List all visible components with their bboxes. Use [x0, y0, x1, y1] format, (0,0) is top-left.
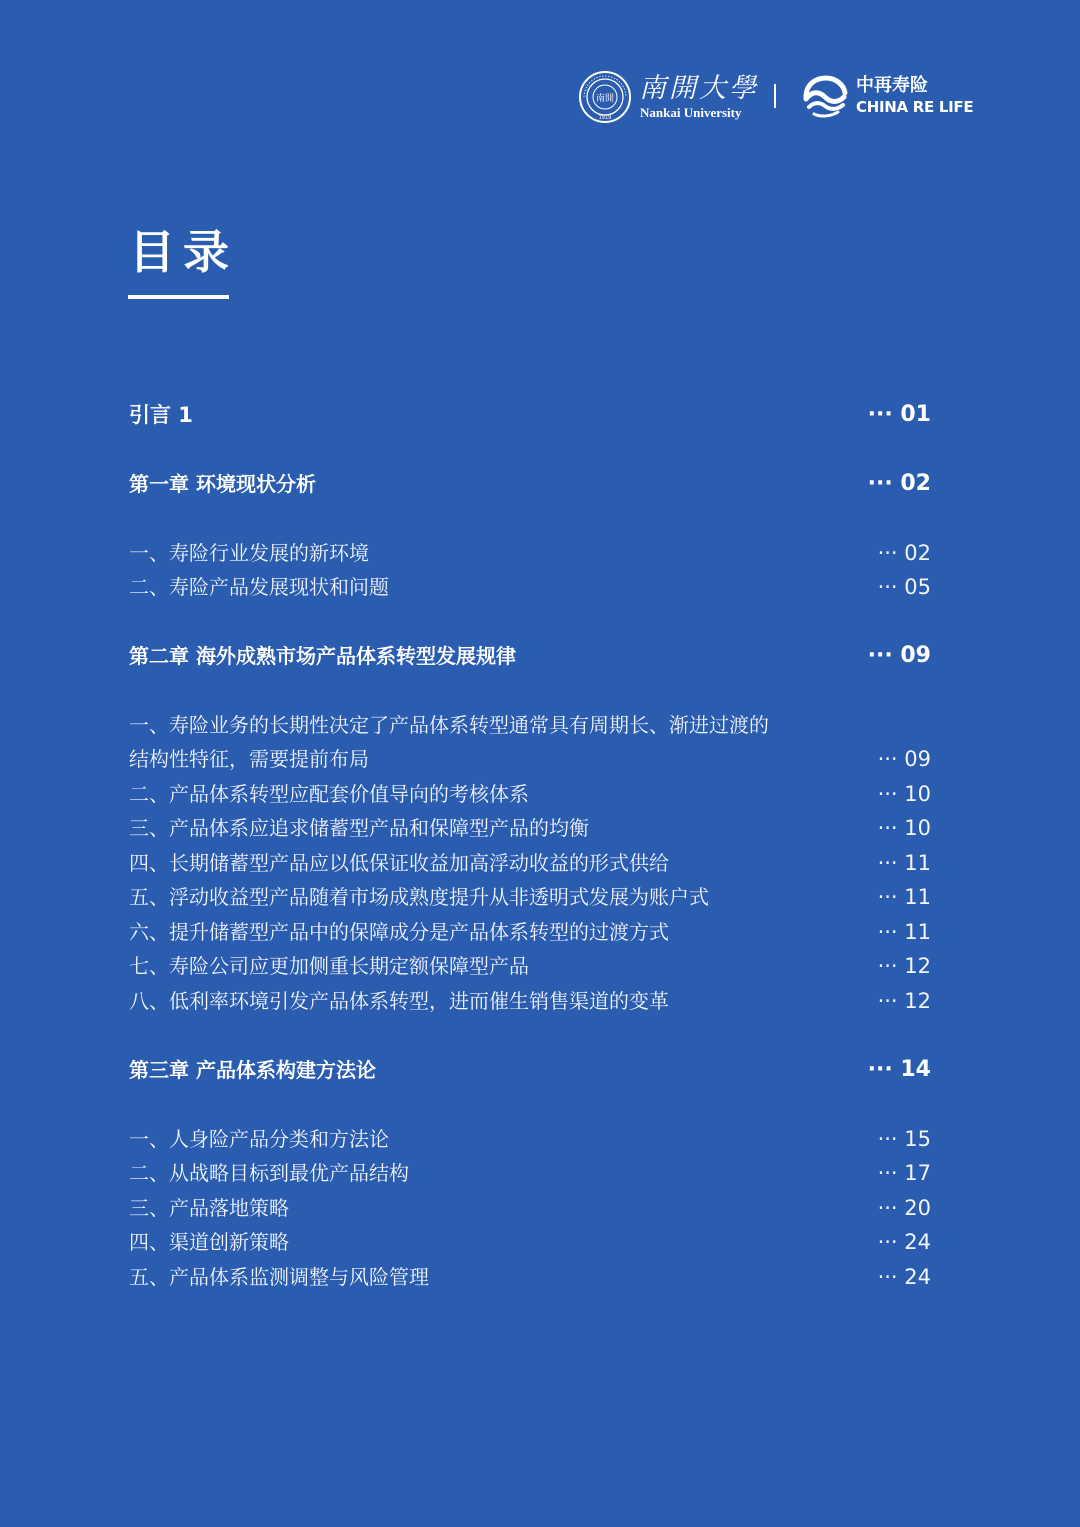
toc-entry-page: ··· 20 [877, 1196, 931, 1220]
toc-entry-page: ··· 24 [877, 1265, 931, 1289]
toc-entry[interactable] [129, 812, 931, 844]
toc-entry[interactable] [129, 1226, 931, 1258]
toc-entry-page: ··· 10 [877, 816, 931, 840]
toc-entry-title: 一、人身险产品分类和方法论 [129, 1127, 389, 1151]
toc-entry[interactable] [129, 847, 931, 879]
china-re-life-wave-icon [802, 75, 848, 119]
header-logos [578, 70, 978, 128]
page-title: 目录 [129, 225, 237, 279]
toc-entry-title: 一、寿险行业发展的新环境 [129, 541, 369, 565]
toc-entry-title: 第一章 环境现状分析 [129, 472, 316, 496]
toc-entry-page: ··· 12 [877, 954, 931, 978]
toc-entry-title: 四、渠道创新策略 [129, 1230, 289, 1254]
china-re-life-chinese-name: 中再寿险 [856, 75, 928, 96]
toc-entry-page: ··· 12 [877, 989, 931, 1013]
toc-entry-title: 四、长期储蓄型产品应以低保证收益加高浮动收益的形式供给 [129, 851, 669, 875]
toc-entry-title: 第三章 产品体系构建方法论 [129, 1058, 376, 1082]
nankai-seal-icon [578, 70, 632, 124]
nankai-university-chinese-name: 南開大學 [639, 73, 759, 104]
toc-entry-page: ··· 24 [877, 1230, 931, 1254]
toc-entry[interactable] [129, 1054, 931, 1086]
toc-entry[interactable] [129, 468, 931, 500]
china-re-life-english-name: CHINA RE LIFE [856, 98, 974, 116]
toc-entry-title: 二、从战略目标到最优产品结构 [129, 1161, 409, 1185]
toc-entry[interactable] [129, 399, 931, 431]
toc-entry-title: 六、提升储蓄型产品中的保障成分是产品体系转型的过渡方式 [129, 920, 669, 944]
nankai-university-english-name: Nankai University [640, 105, 742, 120]
toc-entry-page: ··· 09 [867, 643, 931, 668]
toc-entry[interactable] [129, 881, 931, 913]
toc-entry[interactable] [129, 1261, 931, 1293]
toc-entry-title: 七、寿险公司应更加侧重长期定额保障型产品 [129, 954, 529, 978]
toc-entry[interactable] [129, 571, 931, 603]
svg-text:南開: 南開 [595, 94, 615, 104]
toc-entry-page: ··· 15 [877, 1127, 931, 1151]
toc-entry[interactable] [129, 985, 931, 1017]
toc-entry-page: ··· 11 [877, 851, 931, 875]
toc-entry-page: ··· 01 [867, 402, 931, 427]
toc-entry-title: 二、产品体系转型应配套价值导向的考核体系 [129, 782, 529, 806]
toc-entry-page: ··· 11 [877, 885, 931, 909]
toc-entry[interactable] [129, 743, 931, 775]
title-underline [128, 295, 229, 299]
toc-entry-title: 一、寿险业务的长期性决定了产品体系转型通常具有周期长、渐进过渡的 [129, 713, 769, 737]
toc-entry-page: ··· 02 [877, 541, 931, 565]
toc-entry-page: ··· 11 [877, 920, 931, 944]
toc-entry-title: 八、低利率环境引发产品体系转型，进而催生销售渠道的变革 [129, 989, 669, 1013]
toc-entry-page: ··· 02 [867, 471, 931, 496]
toc-entry-title: 引言 1 [129, 403, 193, 427]
toc-entry[interactable] [129, 537, 931, 569]
toc-entry-page: ··· 17 [877, 1161, 931, 1185]
toc-entry[interactable] [129, 950, 931, 982]
toc-entry[interactable] [129, 1157, 931, 1189]
toc-entry-title: 五、浮动收益型产品随着市场成熟度提升从非透明式发展为账户式 [129, 885, 709, 909]
toc-entry[interactable] [129, 916, 931, 948]
toc-entry-page: ··· 05 [877, 575, 931, 599]
toc-entry[interactable] [129, 778, 931, 810]
toc-entry-title: 五、产品体系监测调整与风险管理 [129, 1265, 429, 1289]
toc-entry-page: ··· 14 [867, 1057, 931, 1082]
svg-text:1919: 1919 [598, 115, 612, 121]
logo-divider [774, 84, 776, 108]
toc-entry-title: 二、寿险产品发展现状和问题 [129, 575, 389, 599]
toc-entry-title: 三、产品体系应追求储蓄型产品和保障型产品的均衡 [129, 816, 589, 840]
toc-entry-page: ··· 09 [877, 747, 931, 771]
toc-entry[interactable] [129, 709, 931, 741]
toc-entry-page: ··· 10 [877, 782, 931, 806]
toc-entry-title: 三、产品落地策略 [129, 1196, 289, 1220]
toc-entry-title: 第二章 海外成熟市场产品体系转型发展规律 [129, 644, 516, 668]
toc-entry[interactable] [129, 1192, 931, 1224]
toc-entry[interactable] [129, 1123, 931, 1155]
toc-entry[interactable] [129, 640, 931, 672]
toc-entry-title: 结构性特征，需要提前布局 [129, 747, 369, 771]
